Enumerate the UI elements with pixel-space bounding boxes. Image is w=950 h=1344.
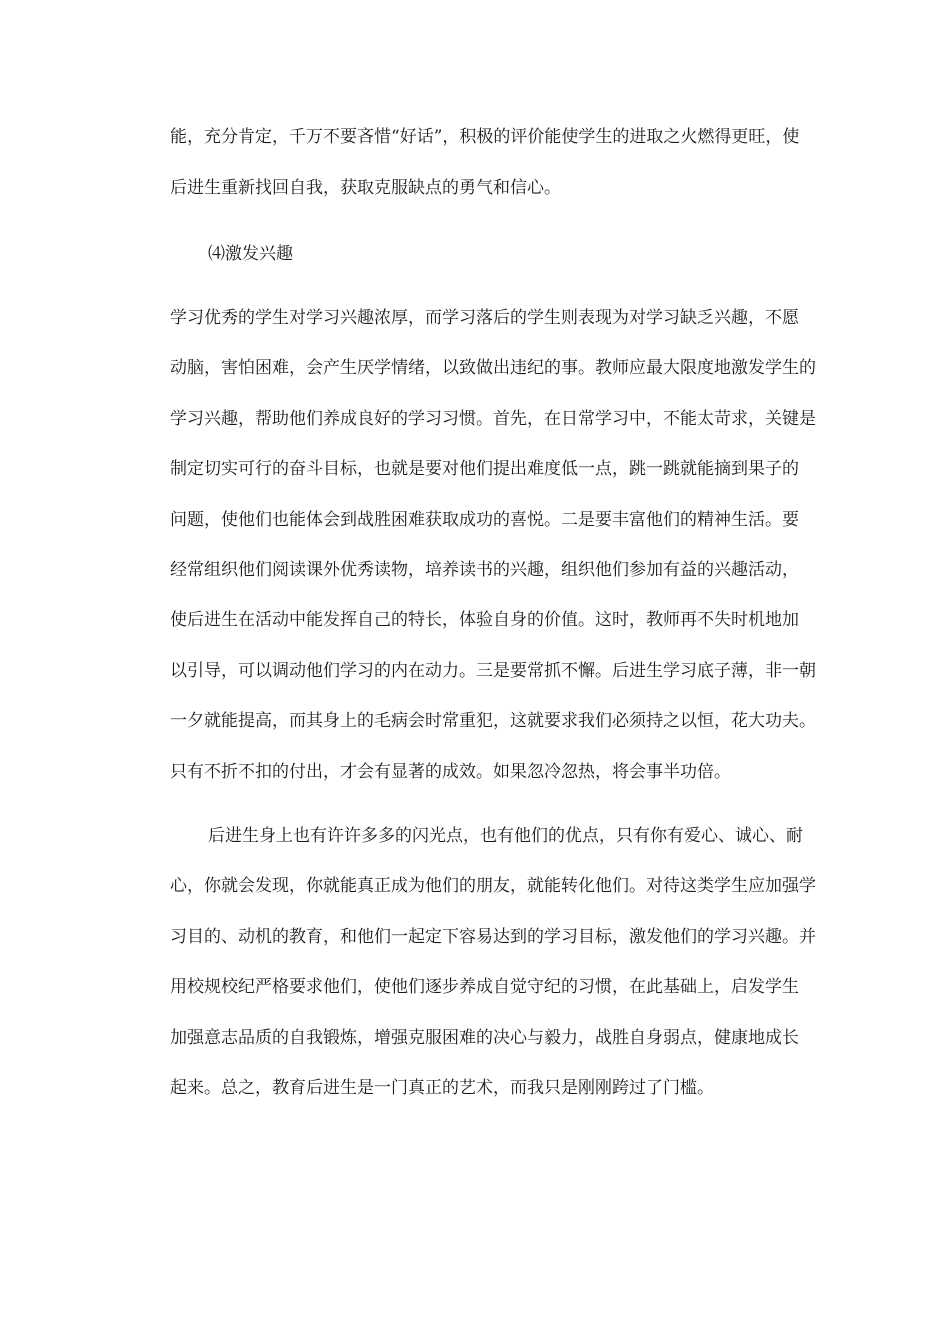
text-line: 起来。总之，教育后进生是一门真正的艺术，而我只是刚刚跨过了门槛。 [170,1078,714,1098]
text-line: 学习兴趣，帮助他们养成良好的学习习惯。首先，在日常学习中，不能太苛求，关键是 [170,409,816,429]
text-line: 一夕就能提高，而其身上的毛病会时常重犯，这就要求我们必须持之以恒，花大功夫。 [170,711,816,731]
text-line: 经常组织他们阅读课外优秀读物，培养读书的兴趣，组织他们参加有益的兴趣活动， [170,560,799,580]
text-line: 学习优秀的学生对学习兴趣浓厚，而学习落后的学生则表现为对学习缺乏兴趣，不愿 [170,308,799,328]
text-line: 加强意志品质的自我锻炼，增强克服困难的决心与毅力，战胜自身弱点，健康地成长 [170,1028,799,1048]
text-line: 动脑，害怕困难，会产生厌学情绪，以致做出违纪的事。教师应最大限度地激发学生的 [170,358,816,378]
text-line: 习目的、动机的教育，和他们一起定下容易达到的学习目标，激发他们的学习兴趣。并 [170,927,816,947]
text-line: 以引导，可以调动他们学习的内在动力。三是要常抓不懈。后进生学习底子薄，非一朝 [170,661,816,681]
text-line: 用校规校纪严格要求他们，使他们逐步养成自觉守纪的习惯，在此基础上，启发学生 [170,977,799,997]
section-heading: ⑷激发兴趣 [208,244,293,264]
text-line: 心，你就会发现，你就能真正成为他们的朋友，就能转化他们。对待这类学生应加强学 [170,876,816,896]
text-line: 能，充分肯定，千万不要吝惜“好话”，积极的评价能使学生的进取之火燃得更旺，使 [170,127,800,147]
text-line: 后进生身上也有许许多多的闪光点，也有他们的优点，只有你有爱心、诚心、耐 [208,826,803,846]
text-line: 后进生重新找回自我，获取克服缺点的勇气和信心。 [170,178,561,198]
text-line: 只有不折不扣的付出，才会有显著的成效。如果忽冷忽热，将会事半功倍。 [170,762,731,782]
text-line: 问题，使他们也能体会到战胜困难获取成功的喜悦。二是要丰富他们的精神生活。要 [170,510,799,530]
text-line: 使后进生在活动中能发挥自己的特长，体验自身的价值。这时，教师再不失时机地加 [170,610,799,630]
text-line: 制定切实可行的奋斗目标，也就是要对他们提出难度低一点，跳一跳就能摘到果子的 [170,459,799,479]
